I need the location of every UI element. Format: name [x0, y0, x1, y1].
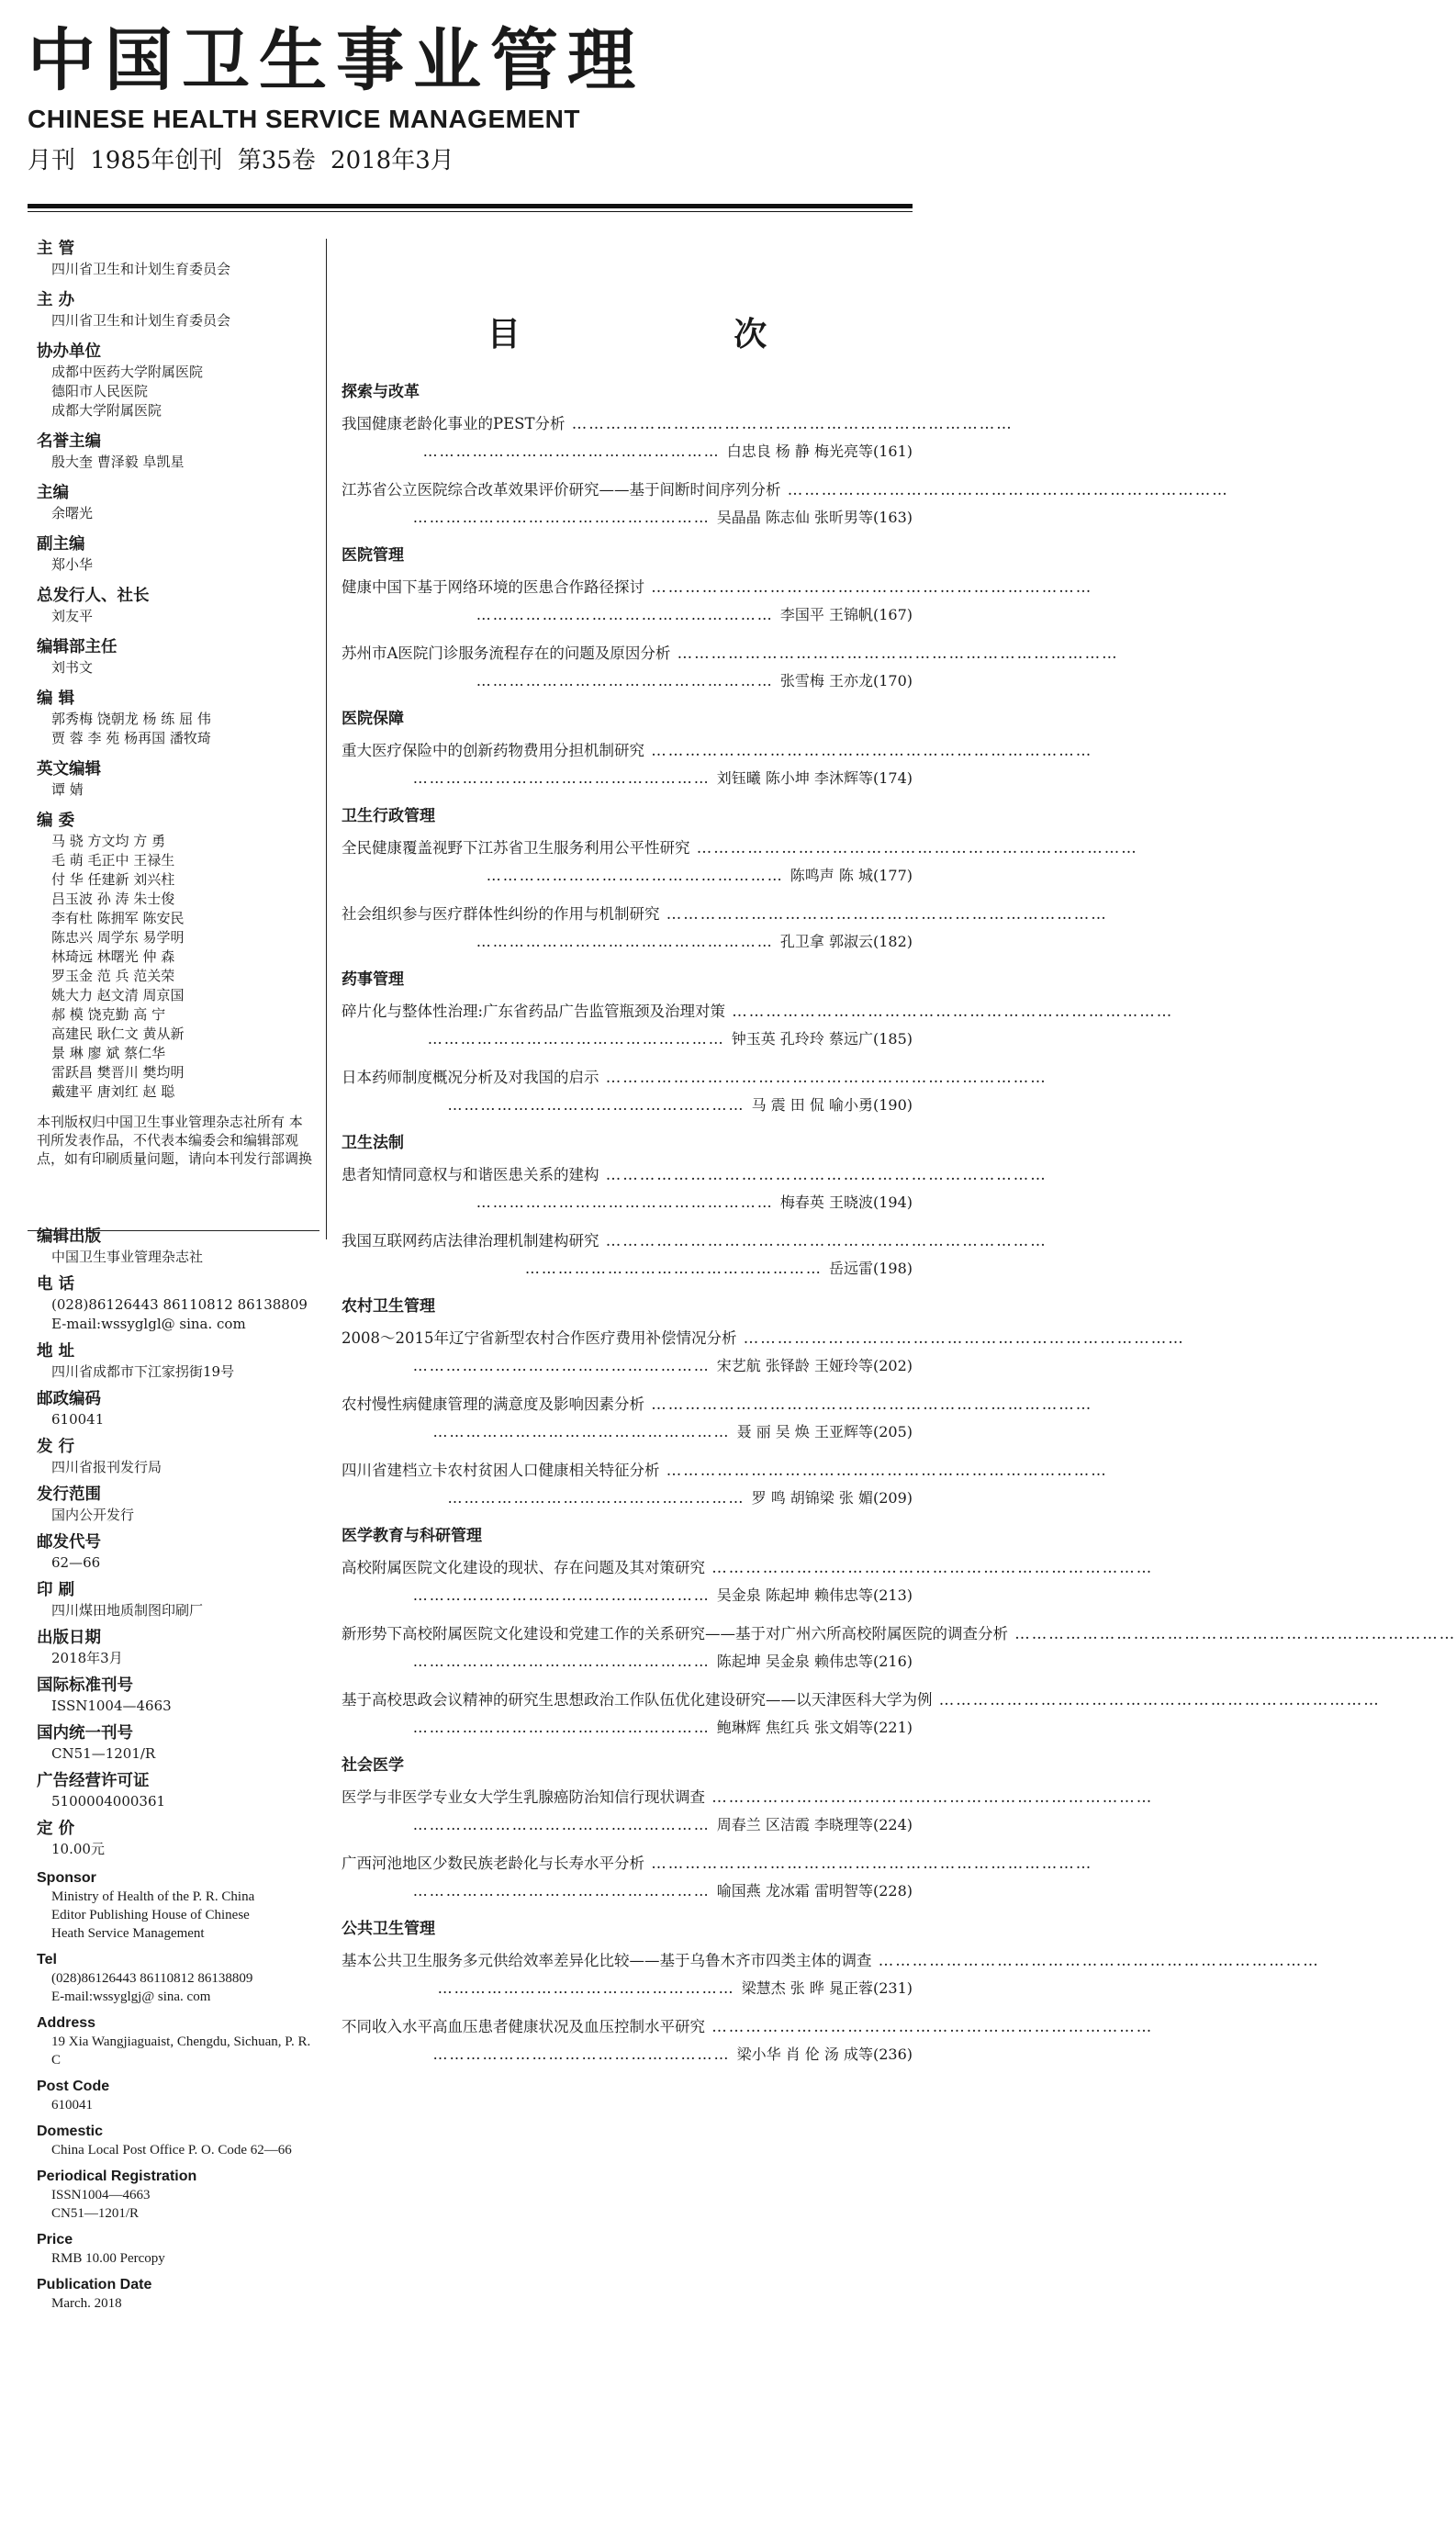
article-title-text: 高校附属医院文化建设的现状、存在问题及其对策研究	[342, 1559, 705, 1576]
article-title	[342, 1457, 1108, 1485]
article-title	[342, 835, 1138, 862]
toc-entry	[342, 835, 1138, 890]
article-title-text: 我国健康老龄化事业的PEST分析	[342, 415, 566, 432]
article-authors-text: 梁慧杰 张 晔 晁正蓉(231)	[741, 1979, 913, 1997]
article-title-text: 碎片化与整体性治理:广东省药品广告监管瓶颈及治理对策	[342, 1003, 726, 1020]
toc-entry	[342, 737, 1093, 792]
masthead-info-value: 成都中医药大学附属医院	[51, 364, 204, 380]
article-authors-text: 李国平 王锦帆(167)	[779, 606, 913, 623]
masthead-info-label: 编 辑	[37, 689, 75, 708]
masthead-info-entry	[37, 586, 312, 626]
publication-info-label: 编辑出版	[37, 1227, 101, 1246]
article-authors	[342, 1255, 913, 1283]
journal-title-en: CHINESE HEALTH SERVICE MANAGEMENT	[28, 105, 580, 133]
masthead-info-label: 副主编	[37, 535, 85, 554]
article-title-text: 医学与非医学专业女大学生乳腺癌防治知信行现状调查	[342, 1788, 705, 1806]
toc-entry	[342, 1947, 1320, 2002]
masthead-info-value: 戴建平 唐刘红 赵 聪	[51, 1083, 175, 1100]
article-title-text: 患者知情同意权与和谐医患关系的建构	[342, 1166, 599, 1183]
leader-dots: ……………………………………………………………………	[599, 1232, 1047, 1250]
article-authors	[342, 1877, 913, 1905]
english-info-label: Address	[37, 2015, 96, 2031]
article-authors-text: 陈鸣声 陈 城(177)	[790, 867, 913, 884]
leader-dots: ……………………………………………………………………	[599, 1166, 1047, 1183]
article-authors	[342, 928, 913, 956]
leader-dots: ……………………………………………………………………	[725, 1003, 1174, 1020]
masthead-info-value: 四川省卫生和计划生育委员会	[51, 261, 231, 277]
article-title-text: 基于高校思政会议精神的研究生思想政治工作队伍优化建设研究——以天津医科大学为例	[342, 1691, 933, 1709]
masthead-info-entry	[37, 637, 312, 678]
article-title	[342, 1784, 1154, 1811]
leader-dots: ……………………………………………………………………	[780, 481, 1229, 499]
publication-info-entry	[37, 1389, 312, 1429]
article-title	[342, 1391, 1093, 1418]
masthead-info-value: 余曙光	[51, 505, 94, 521]
toc-entry	[342, 998, 1174, 1053]
toc-entry	[342, 901, 1108, 956]
leader-dots: ………………………………………………	[432, 2045, 737, 2063]
publication-info-label: 发 行	[37, 1438, 75, 1456]
article-authors-text: 陈起坤 吴金泉 赖伟忠等(216)	[716, 1653, 913, 1670]
masthead-rule	[28, 204, 913, 208]
masthead-info-value: 谭 婧	[51, 781, 84, 798]
sidebar-publication-info	[37, 1227, 312, 1859]
leader-dots: ………………………………………………	[486, 867, 790, 884]
masthead-info-label: 主 管	[37, 240, 75, 258]
masthead-info-value: 马 骁 方文均 方 勇	[51, 833, 166, 849]
publication-info-value: ISSN1004—4663	[51, 1698, 172, 1714]
leader-dots: ………………………………………………	[412, 1653, 717, 1670]
masthead-info-value: 郑小华	[51, 556, 94, 573]
masthead-info-value: 德阳市人民医院	[51, 383, 149, 399]
leader-dots: ……………………………………………………………………	[689, 839, 1138, 857]
masthead-info-label: 主 办	[37, 291, 75, 309]
publication-info-label: 定 价	[37, 1820, 75, 1838]
article-authors	[342, 1418, 913, 1446]
article-title	[342, 1620, 1456, 1648]
toc-section-title: 医院管理	[342, 546, 404, 565]
article-title	[342, 410, 1014, 438]
article-authors	[342, 1975, 913, 2002]
leader-dots: ………………………………………………	[437, 1979, 742, 1997]
masthead-info-label: 总发行人、社长	[37, 587, 150, 605]
toc-entry	[342, 1620, 1456, 1676]
toc-entry	[342, 1554, 1154, 1609]
article-authors	[342, 1026, 913, 1053]
article-title	[342, 1947, 1320, 1975]
toc-section-title: 医院保障	[342, 710, 404, 728]
article-authors	[342, 1485, 913, 1512]
masthead-info-value: 吕玉波 孙 涛 朱士俊	[51, 891, 175, 907]
article-title-text: 2008～2015年辽宁省新型农村合作医疗费用补偿情况分析	[342, 1329, 737, 1347]
toc-section-title: 社会医学	[342, 1756, 404, 1775]
article-title	[342, 2013, 1154, 2041]
masthead-info-label: 名誉主编	[37, 432, 101, 451]
english-info-value: Heath Service Management	[51, 1926, 205, 1941]
article-title	[342, 998, 1174, 1026]
publication-info-label: 地 址	[37, 1342, 75, 1361]
article-title-text: 社会组织参与医疗群体性纠纷的作用与机制研究	[342, 905, 660, 923]
english-info-value: ISSN1004—4663	[51, 2188, 151, 2202]
article-authors-text: 喻国燕 龙冰霜 雷明智等(228)	[716, 1882, 913, 1900]
english-info-value: Ministry of Health of the P. R. China	[51, 1889, 255, 1904]
article-title	[342, 1064, 1047, 1092]
article-authors	[342, 438, 913, 465]
toc-entry	[342, 1161, 1047, 1216]
sidebar-divider	[28, 1230, 319, 1231]
article-title	[342, 1161, 1047, 1189]
publication-info-value: 国内公开发行	[51, 1507, 135, 1523]
english-info-entry	[37, 2013, 312, 2069]
masthead-info-entry	[37, 432, 312, 472]
publication-info-entry	[37, 1437, 312, 1477]
article-title-text: 全民健康覆盖视野下江苏省卫生服务利用公平性研究	[342, 839, 690, 857]
toc-entry	[342, 410, 1014, 465]
publication-info-entry	[37, 1227, 312, 1267]
toc-entry	[342, 574, 1093, 629]
article-authors-text: 张雪梅 王亦龙(170)	[779, 672, 913, 689]
english-info-entry	[37, 1868, 312, 1943]
toc-section-title: 卫生法制	[342, 1134, 404, 1152]
masthead-info-value: 郭秀梅 饶朝龙 杨 练 屈 伟	[51, 711, 211, 727]
article-authors-text: 宋艺航 张铎龄 王娅玲等(202)	[716, 1357, 913, 1374]
english-info-label: Publication Date	[37, 2277, 152, 2292]
publication-info-value: 中国卫生事业管理杂志社	[51, 1249, 204, 1265]
masthead-info-value: 罗玉金 范 兵 范关荣	[51, 968, 175, 984]
leader-dots: ………………………………………………	[476, 933, 780, 950]
leader-dots: ……………………………………………………………………	[670, 644, 1119, 662]
table-of-contents	[342, 234, 1456, 2079]
article-title	[342, 901, 1108, 928]
article-authors-text: 梁小华 肖 伦 汤 成等(236)	[736, 2045, 913, 2063]
article-title	[342, 640, 1119, 667]
publication-info-value: 5100004000361	[51, 1793, 166, 1810]
publication-info-entry	[37, 1723, 312, 1764]
masthead-info-label: 主编	[37, 484, 69, 502]
article-title-text: 健康中国下基于网络环境的医患合作路径探讨	[342, 578, 644, 596]
toc-entry	[342, 1325, 1185, 1380]
publication-info-value: CN51—1201/R	[51, 1745, 156, 1762]
sidebar-editorial-board	[37, 239, 312, 1102]
publication-info-label: 印 刷	[37, 1581, 75, 1599]
english-info-entry	[37, 2167, 312, 2223]
english-info-value: 19 Xia Wangjiaguaist, Chengdu, Sichuan, P. R. C	[51, 2034, 311, 2068]
english-info-label: Sponsor	[37, 1870, 96, 1886]
toc-section-title: 农村卫生管理	[342, 1297, 435, 1316]
masthead	[28, 22, 909, 176]
leader-dots: ………………………………………………	[412, 1816, 717, 1833]
publication-info-value: 四川煤田地质制图印刷厂	[51, 1602, 204, 1619]
article-authors	[342, 504, 913, 532]
english-info-value: Editor Publishing House of Chinese	[51, 1908, 250, 1922]
leader-dots: ………………………………………………	[476, 672, 780, 689]
article-title	[342, 1850, 1093, 1877]
leader-dots: ……………………………………………………………………	[705, 1559, 1154, 1576]
masthead-info-value: 成都大学附属医院	[51, 402, 162, 419]
publication-info-label: 广告经营许可证	[37, 1772, 150, 1790]
publication-info-value: 610041	[51, 1411, 105, 1428]
english-info-label: Domestic	[37, 2124, 104, 2139]
english-info-entry	[37, 1950, 312, 2006]
leader-dots: ……………………………………………………………………	[736, 1329, 1185, 1347]
article-authors-text: 孔卫拿 郭淑云(182)	[779, 933, 913, 950]
leader-dots: ………………………………………………	[412, 1719, 717, 1736]
masthead-rule-thin	[28, 211, 913, 212]
article-title-text: 不同收入水平高血压患者健康状况及血压控制水平研究	[342, 2018, 705, 2035]
article-title-text: 日本药师制度概况分析及对我国的启示	[342, 1069, 599, 1086]
publication-info-value: 2018年3月	[51, 1650, 123, 1666]
article-authors-text: 钟玉英 孔玲玲 蔡远广(185)	[731, 1030, 913, 1048]
article-title-text: 苏州市A医院门诊服务流程存在的问题及原因分析	[342, 644, 671, 662]
english-info-label: Price	[37, 2232, 73, 2247]
english-info-label: Tel	[37, 1952, 57, 1967]
english-info-label: Periodical Registration	[37, 2169, 197, 2184]
masthead-info-value: 李有杜 陈拥军 陈安民	[51, 910, 185, 926]
leader-dots: ……………………………………………………………………	[659, 905, 1108, 923]
publication-info-entry	[37, 1341, 312, 1382]
publication-info-entry	[37, 1580, 312, 1620]
issue-line: 月刊 1985年创刊 第35卷 2018年3月	[28, 147, 454, 174]
publication-info-label: 邮政编码	[37, 1390, 101, 1408]
english-info-value: China Local Post Office P. O. Code 62—66	[51, 2143, 292, 2158]
toc-section-title: 探索与改革	[342, 383, 420, 401]
toc-entry	[342, 1784, 1154, 1839]
publication-info-label: 国内统一刊号	[37, 1724, 133, 1743]
publication-info-value: 10.00元	[51, 1841, 105, 1857]
article-authors	[342, 765, 913, 792]
masthead-info-value: 四川省卫生和计划生育委员会	[51, 312, 231, 329]
toc-section-title: 卫生行政管理	[342, 807, 435, 825]
publication-info-value: 四川省报刊发行局	[51, 1459, 162, 1475]
leader-dots: ………………………………………………	[447, 1489, 752, 1507]
article-authors-text: 聂 丽 吴 焕 王亚辉等(205)	[736, 1423, 913, 1440]
english-info-value: E-mail:wssyglgj@ sina. com	[51, 1989, 211, 2004]
publication-info-entry	[37, 1676, 312, 1716]
article-authors	[342, 1352, 913, 1380]
leader-dots: ……………………………………………………………………	[644, 742, 1093, 759]
masthead-info-entry	[37, 239, 312, 279]
masthead-info-entry	[37, 483, 312, 523]
toc-section-title: 公共卫生管理	[342, 1920, 435, 1938]
leader-dots: ……………………………………………………………………	[644, 578, 1093, 596]
article-title	[342, 574, 1093, 601]
publication-info-label: 邮发代号	[37, 1533, 101, 1552]
masthead-info-value: 刘友平	[51, 608, 94, 624]
leader-dots: ………………………………………………	[412, 1882, 717, 1900]
leader-dots: ………………………………………………	[412, 1586, 717, 1604]
article-authors-text: 白忠良 杨 静 梅光亮等(161)	[726, 443, 913, 460]
leader-dots: ………………………………………………	[476, 1194, 780, 1211]
leader-dots: ……………………………………………………………………	[565, 415, 1014, 432]
column-divider	[326, 239, 327, 1239]
article-authors-text: 马 震 田 侃 喻小勇(190)	[751, 1096, 913, 1114]
journal-title-cn: 中国卫生事业管理	[28, 21, 644, 100]
publication-info-entry	[37, 1628, 312, 1668]
masthead-info-value: 贾 蓉 李 苑 杨再国 潘牧琦	[51, 730, 211, 746]
article-authors-text: 周春兰 区洁霞 李晓理等(224)	[716, 1816, 913, 1833]
leader-dots: ……………………………………………………………………	[705, 2018, 1154, 2035]
leader-dots: ………………………………………………	[524, 1260, 829, 1277]
masthead-info-value: 雷跃昌 樊晋川 樊均明	[51, 1064, 185, 1081]
article-authors	[342, 601, 913, 629]
article-authors-text: 梅春英 王晓波(194)	[779, 1194, 913, 1211]
toc-entry	[342, 2013, 1154, 2068]
publication-info-entry	[37, 1274, 312, 1334]
masthead-info-label: 协办单位	[37, 342, 101, 361]
article-authors	[342, 2041, 913, 2068]
article-authors	[342, 1648, 913, 1676]
article-authors-text: 鲍琳辉 焦红兵 张文娟等(221)	[716, 1719, 913, 1736]
toc-entry	[342, 1064, 1047, 1119]
leader-dots: ………………………………………………	[422, 443, 727, 460]
english-info-entry	[37, 2077, 312, 2114]
masthead-info-value: 高建民 耿仁文 黄从新	[51, 1026, 185, 1042]
leader-dots: ………………………………………………	[412, 1357, 717, 1374]
article-title	[342, 737, 1093, 765]
english-info-value: March. 2018	[51, 2296, 122, 2311]
article-authors-text: 刘钰曦 陈小坤 李沐辉等(174)	[716, 769, 913, 787]
article-title	[342, 476, 1229, 504]
article-title-text: 四川省建档立卡农村贫困人口健康相关特征分析	[342, 1462, 660, 1479]
leader-dots: ………………………………………………	[412, 769, 717, 787]
toc-section-title: 医学教育与科研管理	[342, 1527, 482, 1545]
masthead-info-value: 姚大力 赵文清 周京国	[51, 987, 185, 1003]
publication-info-label: 国际标准刊号	[37, 1676, 133, 1695]
leader-dots: ……………………………………………………………………	[659, 1462, 1108, 1479]
toc-entry	[342, 476, 1229, 532]
publication-info-entry	[37, 1532, 312, 1573]
article-authors	[342, 1189, 913, 1216]
leader-dots: ………………………………………………	[427, 1030, 732, 1048]
toc-entry	[342, 1850, 1093, 1905]
masthead-info-label: 编辑部主任	[37, 638, 118, 656]
masthead-info-entry	[37, 534, 312, 575]
leader-dots: ………………………………………………	[412, 509, 717, 526]
masthead-info-value: 景 琳 廖 斌 蔡仁华	[51, 1045, 166, 1061]
article-authors	[342, 667, 913, 695]
masthead-info-value: 刘书文	[51, 659, 94, 676]
masthead-info-entry	[37, 759, 312, 800]
publication-info-label: 出版日期	[37, 1629, 101, 1647]
leader-dots: ………………………………………………	[447, 1096, 752, 1114]
masthead-info-value: 毛 萌 毛正中 王禄生	[51, 852, 175, 869]
article-title	[342, 1687, 1381, 1714]
english-info-entry	[37, 2230, 312, 2268]
copyright-note: 本刊版权归中国卫生事业管理杂志社所有 本刊所发表作品，不代表本编委会和编辑部观点，如有印刷质量问题，请向本刊发行部调换	[37, 1114, 313, 1167]
article-authors	[342, 1582, 913, 1609]
article-title-text: 我国互联网药店法律治理机制建构研究	[342, 1232, 599, 1250]
sidebar-english-info	[37, 1868, 312, 2313]
leader-dots: ………………………………………………	[432, 1423, 737, 1440]
english-info-value: 610041	[51, 2098, 93, 2113]
publication-info-label: 发行范围	[37, 1485, 101, 1504]
masthead-info-value: 林琦远 林曙光 仲 森	[51, 948, 175, 965]
article-authors	[342, 862, 913, 890]
leader-dots: ……………………………………………………………………	[644, 1395, 1093, 1413]
article-title-text: 农村慢性病健康管理的满意度及影响因素分析	[342, 1395, 644, 1413]
leader-dots: ……………………………………………………………………	[599, 1069, 1047, 1086]
article-authors-text: 吴晶晶 陈志仙 张昕男等(163)	[716, 509, 913, 526]
article-authors	[342, 1811, 913, 1839]
english-info-value: RMB 10.00 Percopy	[51, 2251, 165, 2266]
masthead-info-entry	[37, 342, 312, 420]
publication-info-value: 62—66	[51, 1554, 101, 1571]
masthead-info-value: 殷大奎 曹泽毅 阜凯星	[51, 454, 185, 470]
article-authors-text: 罗 鸣 胡锦梁 张 媚(209)	[751, 1489, 913, 1507]
article-title-text: 广西河池地区少数民族老龄化与长寿水平分析	[342, 1855, 644, 1872]
toc-entry	[342, 1687, 1381, 1742]
publication-info-value: (028)86126443 86110812 86138809	[51, 1296, 308, 1313]
toc-entry	[342, 1227, 1047, 1283]
masthead-info-label: 编 委	[37, 812, 75, 830]
masthead-info-value: 付 华 任建新 刘兴柱	[51, 871, 175, 888]
leader-dots: ……………………………………………………………………	[1008, 1625, 1456, 1642]
article-title	[342, 1325, 1185, 1352]
publication-info-value: E-mail:wssyglgl@ sina. com	[51, 1316, 246, 1332]
article-title	[342, 1227, 1047, 1255]
publication-info-entry	[37, 1771, 312, 1811]
article-title	[342, 1554, 1154, 1582]
toc-entry	[342, 1457, 1108, 1512]
english-info-value: (028)86126443 86110812 86138809	[51, 1971, 253, 1986]
masthead-info-entry	[37, 290, 312, 331]
publication-info-value: 四川省成都市下江家拐街19号	[51, 1363, 235, 1380]
publication-info-entry	[37, 1819, 312, 1859]
masthead-info-label: 英文编辑	[37, 760, 101, 779]
toc-entry	[342, 640, 1119, 695]
article-title-text: 江苏省公立医院综合改革效果评价研究——基于间断时间序列分析	[342, 481, 781, 499]
english-info-value: CN51—1201/R	[51, 2206, 140, 2221]
sidebar	[37, 239, 312, 2320]
publication-info-label: 电 话	[37, 1275, 75, 1294]
toc-entry	[342, 1391, 1093, 1446]
leader-dots: ……………………………………………………………………	[705, 1788, 1154, 1806]
leader-dots: ……………………………………………………………………	[644, 1855, 1093, 1872]
toc-heading: 目 次	[487, 316, 868, 353]
article-title-text: 新形势下高校附属医院文化建设和党建工作的关系研究——基于对广州六所高校附属医院的调查分析	[342, 1625, 1008, 1642]
article-authors	[342, 1092, 913, 1119]
article-title-text: 重大医疗保险中的创新药物费用分担机制研究	[342, 742, 644, 759]
toc-section-title: 药事管理	[342, 970, 404, 989]
masthead-info-value: 郝 模 饶克勤 高 宁	[51, 1006, 166, 1023]
english-info-label: Post Code	[37, 2079, 110, 2094]
masthead-info-entry	[37, 811, 312, 1102]
article-authors	[342, 1714, 913, 1742]
leader-dots: ……………………………………………………………………	[871, 1952, 1320, 1969]
publication-info-entry	[37, 1485, 312, 1525]
article-authors-text: 吴金泉 陈起坤 赖伟忠等(213)	[716, 1586, 913, 1604]
leader-dots: ……………………………………………………………………	[932, 1691, 1381, 1709]
article-authors-text: 岳远雷(198)	[828, 1260, 913, 1277]
masthead-info-entry	[37, 689, 312, 748]
toc-body	[342, 381, 1456, 2068]
leader-dots: ………………………………………………	[476, 606, 780, 623]
english-info-entry	[37, 2275, 312, 2313]
article-title-text: 基本公共卫生服务多元供给效率差异化比较——基于乌鲁木齐市四类主体的调查	[342, 1952, 872, 1969]
masthead-info-value: 陈忠兴 周学东 易学明	[51, 929, 185, 946]
english-info-entry	[37, 2122, 312, 2159]
